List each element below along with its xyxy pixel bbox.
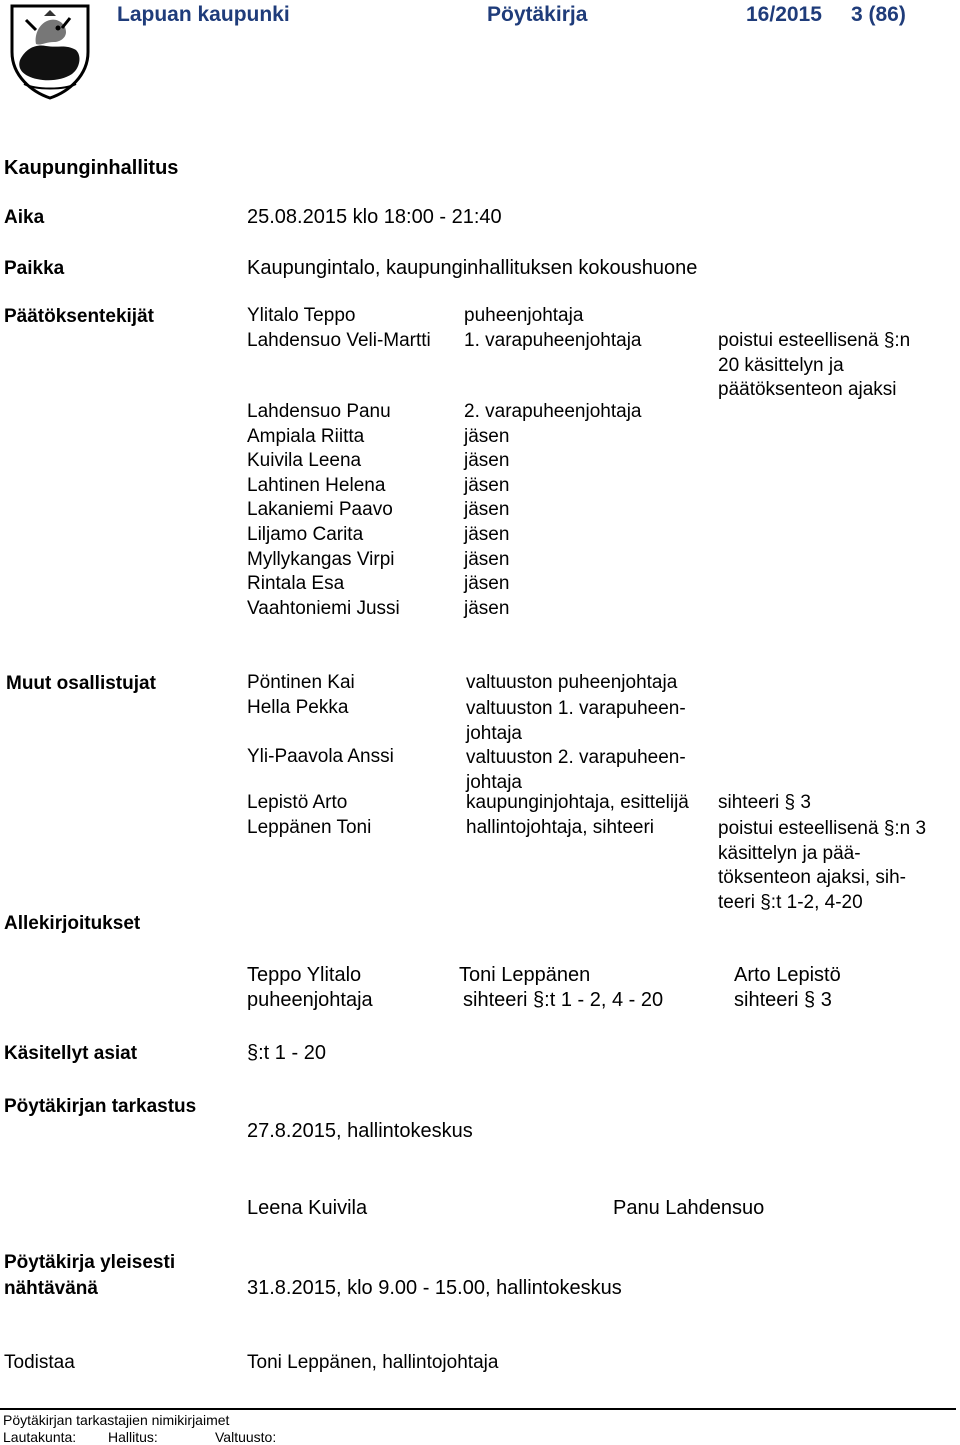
doc-type: Pöytäkirja — [487, 3, 588, 26]
aika-value: 25.08.2015 klo 18:00 - 21:40 — [247, 206, 502, 228]
member-name: Rintala Esa — [247, 573, 345, 595]
decision-makers-roles — [464, 304, 641, 353]
page-number: 3 (86) — [851, 3, 906, 26]
member-note: poistui esteellisenä §:n 20 käsittelyn ja päätöksenteon ajaksi — [718, 330, 911, 400]
member-role: jäsen — [464, 499, 510, 521]
other-role: valtuuston 1. varapuheen-johtaja — [466, 698, 686, 744]
footer-divider — [0, 1408, 956, 1410]
reviewer-name: Leena Kuivila — [247, 1197, 368, 1219]
items-value: §:t 1 - 20 — [247, 1042, 326, 1064]
other-note: poistui esteellisenä §:n 3 käsittelyn ja pää-töksenteon ajaksi, sih-teeri §:t 1-2, 4-20 — [718, 818, 927, 913]
member-name: Lahdensuo Panu — [247, 401, 391, 422]
member-name: Ampiala Riitta — [247, 425, 365, 447]
other-name: Hella Pekka — [247, 697, 349, 718]
member-name: Lahdensuo Veli-Martti — [247, 329, 431, 351]
public-label-line2: nähtävänä — [4, 1278, 98, 1299]
member-role: jäsen — [464, 425, 510, 447]
footer-hallitus: Hallitus: — [108, 1429, 158, 1445]
member-role: jäsen — [464, 573, 510, 595]
decision-makers-label: Päätöksentekijät — [4, 306, 154, 327]
items-label: Käsitellyt asiat — [4, 1043, 138, 1064]
other-note: sihteeri § 3 — [718, 792, 811, 813]
footer-lautakunta: Lautakunta: — [3, 1429, 77, 1445]
signer-title: sihteeri § 3 — [734, 989, 832, 1011]
certify-label: Todistaa — [4, 1352, 75, 1373]
signer-title: puheenjohtaja — [247, 989, 373, 1011]
member-name: Kuivila Leena — [247, 450, 362, 472]
footer-line1: Pöytäkirjan tarkastajien nimikirjaimet — [3, 1412, 230, 1428]
paikka-value: Kaupungintalo, kaupunginhallituksen kokoushuone — [247, 257, 698, 279]
member-name: Myllykangas Virpi — [247, 548, 395, 570]
decision-makers-names-2 — [247, 400, 400, 621]
other-name: Lepistö Arto — [247, 792, 348, 813]
signatures-label: Allekirjoitukset — [4, 913, 141, 934]
member-name: Lahtinen Helena — [247, 474, 386, 496]
public-value: 31.8.2015, klo 9.00 - 15.00, hallintokeskus — [247, 1277, 622, 1299]
member-role: jäsen — [464, 523, 510, 545]
certify-value: Toni Leppänen, hallintojohtaja — [247, 1352, 499, 1373]
member-role: jäsen — [464, 450, 510, 472]
other-name: Pöntinen Kai — [247, 672, 355, 693]
signer-name: Teppo Ylitalo — [247, 964, 362, 986]
other-role: valtuuston 2. varapuheen-johtaja — [466, 747, 686, 793]
member-role: jäsen — [464, 474, 510, 496]
footer-valtuusto: Valtuusto: — [215, 1429, 277, 1445]
review-value: 27.8.2015, hallintokeskus — [247, 1120, 473, 1142]
member-name: Ylitalo Teppo — [247, 305, 356, 326]
member-role: jäsen — [464, 548, 510, 570]
member-role: 1. varapuheenjohtaja — [464, 329, 642, 351]
decision-makers-names — [247, 304, 431, 353]
signer-name: Toni Leppänen — [459, 964, 591, 986]
reviewer-name: Panu Lahdensuo — [613, 1197, 765, 1219]
signer-title: sihteeri §:t 1 - 2, 4 - 20 — [463, 989, 664, 1011]
paikka-label: Paikka — [4, 258, 65, 279]
others-label: Muut osallistujat — [6, 673, 156, 694]
decision-makers-roles-2 — [464, 400, 641, 621]
other-name: Leppänen Toni — [247, 817, 372, 838]
signer-name: Arto Lepistö — [734, 964, 841, 986]
doc-number: 16/2015 — [746, 3, 822, 26]
review-label: Pöytäkirjan tarkastus — [4, 1096, 197, 1117]
member-role: puheenjohtaja — [464, 305, 584, 326]
member-role: 2. varapuheenjohtaja — [464, 401, 642, 422]
other-role: kaupunginjohtaja, esittelijä — [466, 792, 689, 813]
coat-of-arms-icon — [6, 0, 94, 100]
other-role: valtuuston puheenjohtaja — [466, 672, 678, 693]
member-name: Lakaniemi Paavo — [247, 499, 393, 521]
member-role: jäsen — [464, 597, 510, 619]
public-label-line1: Pöytäkirja yleisesti — [4, 1252, 176, 1273]
org-name: Lapuan kaupunki — [117, 3, 290, 26]
body-title: Kaupunginhallitus — [4, 157, 179, 179]
member-name: Vaahtoniemi Jussi — [247, 597, 400, 619]
other-name: Yli-Paavola Anssi — [247, 746, 394, 767]
other-role: hallintojohtaja, sihteeri — [466, 817, 655, 838]
member-name: Liljamo Carita — [247, 523, 364, 545]
aika-label: Aika — [4, 207, 45, 228]
